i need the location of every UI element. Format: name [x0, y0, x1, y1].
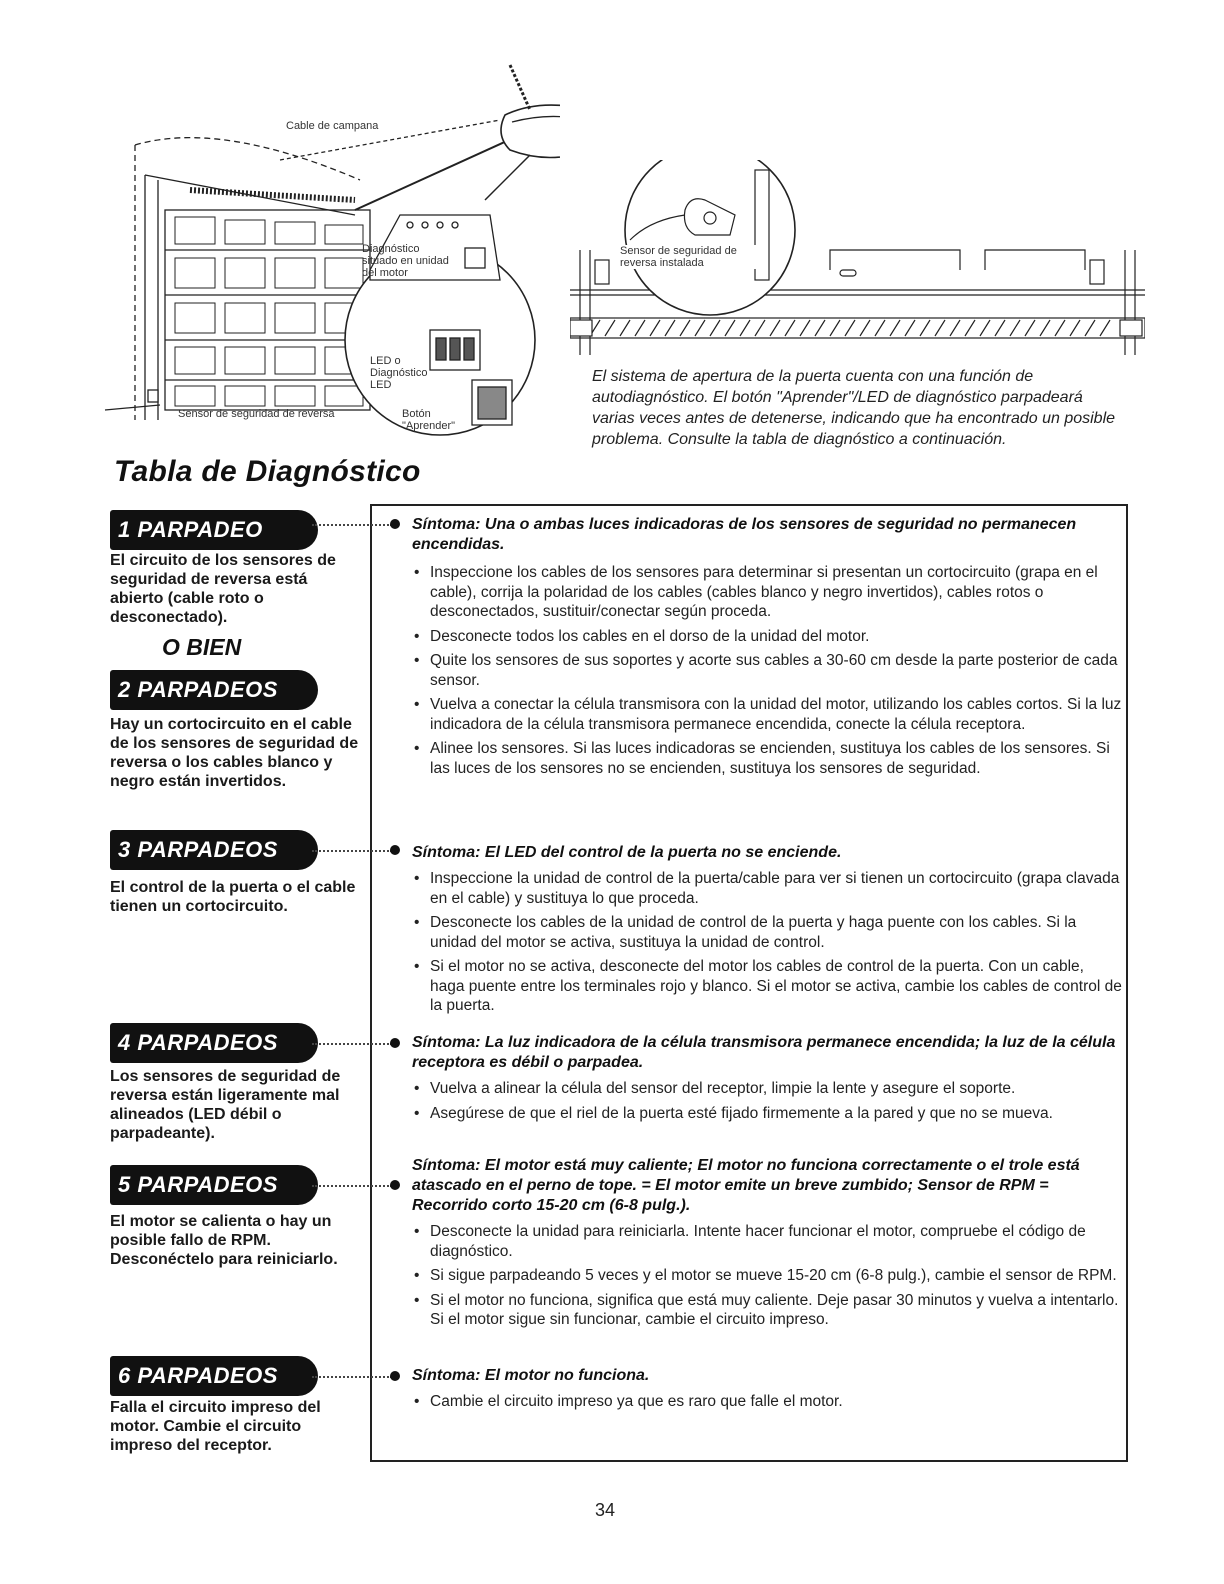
step-item: • Si el motor no funciona, significa que está muy caliente. Deje pasar 30 minutos y vuelva a intentarlo. Si el motor sigue sin funcionar, cambie el circuito impreso.	[410, 1291, 1122, 1330]
sensor-installed-label: Sensor de seguridad de reversa instalada	[620, 245, 760, 269]
connector-dot-4	[390, 1038, 400, 1048]
connector-line-1	[312, 524, 392, 526]
symptom-title-4: Síntoma: El motor está muy caliente; El motor no funciona correctamente o el trole está atascado en el perno de tope. = El motor emite un breve zumbido; Sensor de RPM = Recorrido corto 15-20 cm (6-8 pulg.).	[412, 1157, 1080, 1214]
page-title: Tabla de Diagnóstico	[114, 455, 421, 488]
diagnostic-in-motor-label: Diagnóstico situado en unidad del motor	[362, 243, 449, 279]
step-item: • Asegúrese de que el riel de la puerta esté fijado firmemente a la pared y que no se mueva.	[410, 1104, 1122, 1124]
step-item: • Inspeccione la unidad de control de la puerta/cable para ver si tienen un cortocircuito (grapa clavada en el cable) y sustituya lo que proceda.	[410, 869, 1122, 908]
step-item: • Vuelva a alinear la célula del sensor del receptor, limpie la lente y asegure el soporte.	[410, 1079, 1122, 1099]
symptom-title-5: Síntoma: El motor no funciona.	[412, 1367, 650, 1384]
step-item: • Cambie el circuito impreso ya que es raro que falle el motor.	[410, 1392, 1122, 1412]
connector-dot-1	[390, 519, 400, 529]
flash-code-description-4: Los sensores de seguridad de reversa están ligeramente mal alineados (LED débil o parpadeante).	[110, 1068, 341, 1142]
connector-dot-6	[390, 1371, 400, 1381]
symptom-steps-3	[410, 1079, 1122, 1128]
flash-code-badge-2: 2 PARPADEOS	[110, 670, 318, 710]
connector-dot-5	[390, 1180, 400, 1190]
step-item: • Desconecte la unidad para reiniciarla. Intente hacer funcionar el motor, compruebe el código de diagnóstico.	[410, 1222, 1122, 1261]
flash-code-badge-4: 4 PARPADEOS	[110, 1023, 318, 1063]
flash-code-badge-6: 6 PARPADEOS	[110, 1356, 318, 1396]
garage-door-illustration	[100, 50, 560, 470]
bell-wire-label: Cable de campana	[286, 120, 379, 132]
connector-line-3	[312, 850, 392, 852]
page-number: 34	[594, 1500, 616, 1520]
flash-code-description-2: Hay un cortocircuito en el cable de los sensores de seguridad de reversa o los cables blanco y negro están invertidos.	[110, 716, 359, 790]
symptom-title-3: Síntoma: La luz indicadora de la célula transmisora permanece encendida; la luz de la célula receptora es débil o parpadea.	[412, 1034, 1116, 1071]
symptom-steps-4	[410, 1222, 1122, 1335]
step-item: • Alinee los sensores. Si las luces indicadoras se encienden, sustituya los cables de los sensores. Si las luces de los sensores no se encienden, sustituya los sensores de seguridad.	[410, 739, 1122, 778]
learn-button-label: Botón "Aprender"	[402, 408, 456, 432]
connector-line-6	[312, 1376, 392, 1378]
connector-line-5	[312, 1185, 392, 1187]
step-item: • Vuelva a conectar la célula transmisora con la unidad del motor, utilizando los cables cortos. Si la luz indicadora de la célula transmisora permanece encendida, conecte la célula receptora.	[410, 695, 1122, 734]
flash-code-badge-5: 5 PARPADEOS	[110, 1165, 318, 1205]
flash-code-badge-1: 1 PARPADEO	[110, 510, 318, 550]
step-item: • Desconecte todos los cables en el dorso de la unidad del motor.	[410, 627, 1122, 647]
symptom-steps-2	[410, 869, 1122, 1021]
flash-code-badge-3: 3 PARPADEOS	[110, 830, 318, 870]
symptom-title-2: Síntoma: El LED del control de la puerta no se enciende.	[412, 844, 842, 861]
step-item: • Desconecte los cables de la unidad de control de la puerta y haga puente con los cables. Si la unidad del motor se activa, sustituya la unidad de control.	[410, 913, 1122, 952]
step-item: • Si sigue parpadeando 5 veces y el motor se mueve 15-20 cm (6-8 pulg.), cambie el sensor de RPM.	[410, 1266, 1122, 1286]
sensor-bottom-label: Sensor de seguridad de reversa	[178, 408, 335, 420]
symptom-title-1: Síntoma: Una o ambas luces indicadoras de los sensores de seguridad no permanecen encendidas.	[412, 516, 1077, 553]
or-separator: O BIEN	[162, 634, 242, 660]
flash-code-description-6: Falla el circuito impreso del motor. Cambie el circuito impreso del receptor.	[110, 1399, 321, 1454]
symptom-steps-5	[410, 1392, 1122, 1417]
step-item: • Inspeccione los cables de los sensores para determinar si presentan un cortocircuito (grapa en el cable), corrija la polaridad de los cables (cables blanco y negro invertidos), cables rotos o desconectados, sustituir/conectar según proceda.	[410, 563, 1122, 622]
step-item: • Si el motor no se activa, desconecte del motor los cables de control de la puerta. Con un cable, haga puente entre los terminales rojo y blanco. Si el motor se activa, cambie los cables de control de la puerta.	[410, 957, 1122, 1016]
flash-code-description-1: El circuito de los sensores de seguridad de reversa está abierto (cable roto o desconectado).	[110, 552, 336, 626]
flash-code-description-5: El motor se calienta o hay un posible fallo de RPM. Desconéctelo para reiniciarlo.	[110, 1213, 338, 1268]
connector-dot-3	[390, 845, 400, 855]
flash-code-description-3: El control de la puerta o el cable tienen un cortocircuito.	[110, 879, 356, 915]
led-label: LED o Diagnóstico LED	[370, 355, 428, 391]
figure-caption: El sistema de apertura de la puerta cuenta con una función de autodiagnóstico. El botón "Aprender"/LED de diagnóstico parpadeará varias veces antes de detenerse, indicando que ha encontrado un posible problema. Consulte la tabla de diagnóstico a continuación.	[592, 368, 1116, 448]
step-item: • Quite los sensores de sus soportes y acorte sus cables a 30-60 cm desde la parte posterior de cada sensor.	[410, 651, 1122, 690]
connector-line-4	[312, 1043, 392, 1045]
symptom-steps-1	[410, 563, 1122, 783]
